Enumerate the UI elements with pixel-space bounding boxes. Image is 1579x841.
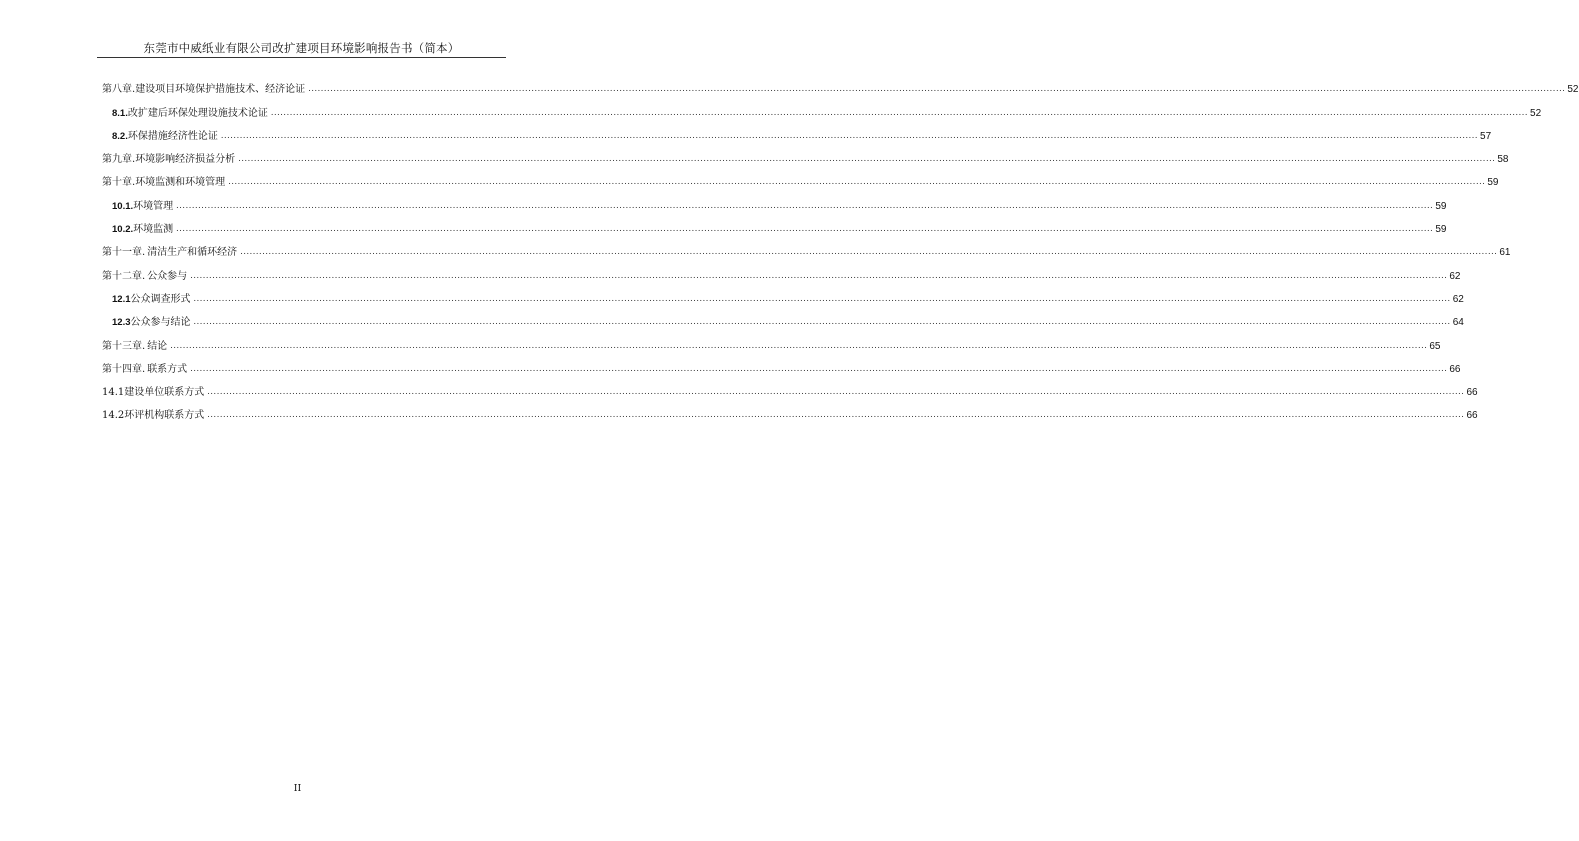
toc-entry[interactable] (102, 376, 1478, 399)
toc-entry-number: 8.2. (112, 130, 128, 142)
toc-entry-page: 62 (1449, 270, 1461, 282)
toc-dot-leader: ................................................................................................................................................................................................................................................................................................................................................................................................................ (228, 177, 1486, 187)
toc-dot-leader: ................................................................................................................................................................................................................................................................................................................................................................................................................ (207, 410, 1465, 420)
toc-entry-title: 环保措施经济性论证 (127, 130, 218, 142)
toc-entry-page: 64 (1452, 317, 1464, 329)
toc-entry-title: 环评机构联系方式 (124, 410, 205, 422)
page-header: 东莞市中威纸业有限公司改扩建项目环境影响报告书（简本） (143, 41, 460, 55)
toc-entry-page: 61 (1499, 247, 1511, 259)
toc-entry-number: 12.1 (112, 293, 131, 305)
toc-entry-page: 52 (1567, 84, 1579, 96)
toc-dot-leader: ................................................................................................................................................................................................................................................................................................................................................................................................................ (176, 200, 1434, 210)
toc-entry-number: 10.1. (112, 200, 134, 212)
toc-entry[interactable] (102, 353, 1461, 376)
toc-dot-leader: ................................................................................................................................................................................................................................................................................................................................................................................................................ (193, 317, 1451, 327)
toc-dot-leader: ................................................................................................................................................................................................................................................................................................................................................................................................................ (308, 84, 1566, 94)
toc-entry-title: 建设单位联系方式 (124, 387, 205, 399)
toc-entry[interactable] (102, 259, 1461, 282)
toc-entry-title: 环境监测 (133, 224, 174, 236)
toc-entry-page: 59 (1487, 177, 1499, 189)
toc-entry-number: 第八章. (102, 84, 136, 96)
toc-dot-leader: ................................................................................................................................................................................................................................................................................................................................................................................................................ (176, 224, 1434, 234)
toc-entry[interactable] (102, 236, 1511, 259)
toc-dot-leader: ................................................................................................................................................................................................................................................................................................................................................................................................................ (170, 340, 1428, 350)
toc-entry-page: 52 (1530, 107, 1542, 119)
toc-entry[interactable] (102, 306, 1464, 329)
toc-entry-number: 10.2. (112, 224, 134, 236)
toc-entry-title: 建设项目环境保护措施技术、经济论证 (135, 84, 306, 96)
toc-entry-title: 联系方式 (147, 363, 188, 375)
toc-entry-number: 第九章. (102, 154, 136, 166)
toc-entry-number: 14.1 (102, 387, 125, 399)
toc-entry-page: 59 (1435, 200, 1447, 212)
toc-entry[interactable] (102, 189, 1447, 212)
toc-dot-leader: ................................................................................................................................................................................................................................................................................................................................................................................................................ (240, 247, 1498, 257)
toc-entry-number: 第十一章. (102, 247, 146, 259)
toc-dot-leader: ................................................................................................................................................................................................................................................................................................................................................................................................................ (207, 387, 1465, 397)
toc-entry-page: 66 (1466, 387, 1478, 399)
toc-dot-leader: ................................................................................................................................................................................................................................................................................................................................................................................................................ (190, 270, 1448, 280)
toc-entry-number: 第十三章. (102, 340, 146, 352)
toc-entry-page: 65 (1429, 340, 1441, 352)
toc-entry-title: 结论 (147, 340, 168, 352)
toc-entry-number: 14.2 (102, 410, 125, 422)
toc-entry-number: 第十章. (102, 177, 136, 189)
toc-entry-title: 改扩建后环保处理设施技术论证 (127, 107, 268, 119)
toc-entry-page: 58 (1497, 154, 1509, 166)
toc-entry-title: 公众调查形式 (130, 293, 191, 305)
toc-entry[interactable] (102, 143, 1509, 166)
toc-entry-title: 环境管理 (133, 200, 174, 212)
toc-dot-leader: ................................................................................................................................................................................................................................................................................................................................................................................................................ (190, 363, 1448, 373)
toc-dot-leader: ................................................................................................................................................................................................................................................................................................................................................................................................................ (220, 130, 1479, 140)
toc-entry-number: 第十四章. (102, 363, 146, 375)
toc-dot-leader: ................................................................................................................................................................................................................................................................................................................................................................................................................ (238, 154, 1496, 164)
toc-entry-title: 清洁生产和循环经济 (147, 247, 238, 259)
toc-entry-page: 59 (1435, 224, 1447, 236)
toc-entry[interactable] (102, 283, 1464, 306)
toc-entry[interactable] (102, 120, 1492, 143)
toc-entry-title: 环境监测和环境管理 (135, 177, 226, 189)
toc-dot-leader: ................................................................................................................................................................................................................................................................................................................................................................................................................ (270, 107, 1529, 117)
toc-entry-title: 环境影响经济损益分析 (135, 154, 236, 166)
toc-entry[interactable] (102, 399, 1478, 422)
toc-entry-number: 8.1. (112, 107, 128, 119)
toc-entry-page: 62 (1452, 293, 1464, 305)
toc-entry[interactable] (102, 213, 1447, 236)
page-number: II (293, 783, 302, 794)
toc-entry-page: 66 (1449, 363, 1461, 375)
toc-entry-title: 公众参与结论 (130, 317, 191, 329)
toc-entry-title: 公众参与 (147, 270, 188, 282)
header-rule (97, 57, 506, 58)
toc-entry-number: 12.3 (112, 317, 131, 329)
table-of-contents (102, 73, 1579, 422)
toc-entry[interactable] (102, 329, 1441, 352)
toc-entry[interactable] (102, 73, 1579, 96)
toc-entry-page: 66 (1466, 410, 1478, 422)
toc-entry-page: 57 (1480, 130, 1492, 142)
toc-entry[interactable] (102, 96, 1542, 119)
toc-dot-leader: ................................................................................................................................................................................................................................................................................................................................................................................................................ (193, 293, 1451, 303)
toc-entry-number: 第十二章. (102, 270, 146, 282)
toc-entry[interactable] (102, 166, 1499, 189)
